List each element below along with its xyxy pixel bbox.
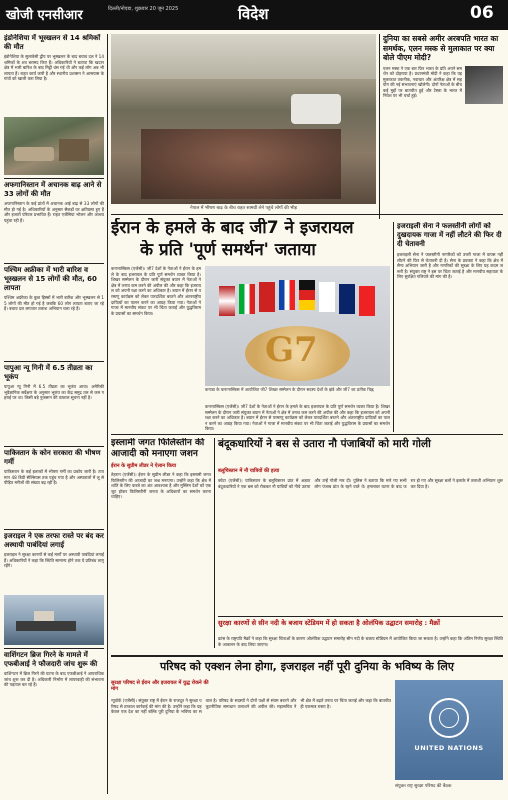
brief-body: वाशिंगटन में ब्रिज गिरने की घटना के बाद एफबीआई ने आपराधिक जांच शुरू कर दी है। अधिकारी निर्माण में लापरवाही की संभावना की पड़ताल कर रहे हैं। — [4, 671, 104, 688]
brief-body: अफगानिस्तान के कई प्रांतों में अचानक आई बाढ़ से 33 लोगों की मौत हो गई है। अधिकारियों के अनुसार सैकड़ों घर क्षतिग्रस्त हुए हैं और हजारों परिवार प्रभावित हैं। राहत एजेंसियां भोजन और आश्रय पहुंचा रही हैं। — [4, 201, 104, 223]
mid-left-body: तेहरान (एजेंसी)। ईरान के सुप्रीम लीडर ने कहा कि इस्लामी जगत फिलिस्तीन की आजादी का जश्न मनाएगा। उन्होंने कहा कि क्षेत्र में शांति के लिए कब्जे का अंत आवश्यक है और मुस्लिम देशों को एकजुट होकर फिलिस्तीनी जनता के अधिकारों का समर्थन करना चाहिए। — [111, 472, 211, 500]
side-story-body: इजराइली सेना ने फलस्तीनी नागरिकों को उत्तरी गाजा में वापस नहीं लौटने की फिर से चेतावनी दी है। सेना के प्रवक्ता ने कहा कि क्षेत्र में सैन्य अभियान जारी है और नागरिकों की सुरक्षा के लिए यह कदम जरूरी है। संयुक्त राष्ट्र ने इस पर चिंता जताई है और मानवीय सहायता के लिए सुरक्षित गलियारे की मांग की है। — [397, 252, 503, 280]
ship-photo — [4, 595, 104, 645]
right-top-story — [383, 34, 503, 219]
olympics-headline: सुरक्षा कारणों से सीन नदी के बजाय स्टेडियम में हो सकता है ओलंपिक उद्घाटन समारोह : मैक्रों — [218, 619, 440, 627]
un-label: UNITED NATIONS — [414, 744, 484, 752]
brief-body: पश्चिम अफ्रीका के कुछ हिस्सों में भारी बारिश और भूस्खलन से 15 लोगों की मौत हो गई है जबकि 60 लोग लापता बताए जा रहे हैं। बचाव दल लगातार तलाश अभियान चला रहे हैं। — [4, 295, 104, 312]
bottom-body: न्यूयॉर्क (एजेंसी)। संयुक्त राष्ट्र में ईरान के राजदूत ने सुरक्षा परिषद से तत्काल कार्रवाई की मांग की है। उन्होंने कहा कि यह केवल एक देश का नहीं बल्कि पूरी दुनिया के भविष्य का सवाल है। परिषद के सदस्यों ने दोनों पक्षों से संयम बरतने और कूटनीतिक समाधान तलाशने की अपील की। महासचिव ने भी क्षेत्र में बढ़ते तनाव पर चिंता जताई और कहा कि बातचीत ही एकमात्र रास्ता है। — [111, 698, 391, 715]
un-photo — [395, 680, 503, 780]
main-headline-line1: ईरान के हमले के बाद जी7 ने इजरायल — [111, 218, 354, 238]
main-headline-line2: के प्रति 'पूर्ण समर्थन' जताया — [140, 240, 316, 260]
brief-headline: पाकिस्तान के कोन सरकारा की भीषण गर्मी — [4, 449, 101, 466]
right-top-headline: दुनिया का सबसे अमीर अरबपति भारत का समर्थक, एलन मस्क से मुलाकात पर क्या बोले पीएम मोदी? — [383, 34, 499, 62]
main-story-body-cont: कनानास्किस (एजेंसी)। जी7 देशों के नेताओं ने ईरान के हमले के बाद इजरायल के प्रति पूर्ण समर्थन व्यक्त किया है। शिखर सम्मेलन के दौरान जारी संयुक्त बयान में नेताओं ने क्षेत्र में तनाव कम करने की अपील की और कहा कि इजरायल को अपनी रक्षा करने का अधिकार है। बयान में ईरान से परमाणु कार्यक्रम को लेकर पारदर्शिता बरतने और अंतरराष्ट्रीय दायित्वों का पालन करने का आग्रह किया गया। नेताओं ने गाजा में मानवीय संकट पर भी चिंता जताई और युद्धविराम के प्रयासों का समर्थन किया। — [205, 404, 390, 432]
brand-logo: खोजी एनसीआर — [6, 8, 83, 23]
mid-right-body: क्वेटा (एजेंसी)। पाकिस्तान के बलूचिस्तान प्रांत में अज्ञात बंदूकधारियों ने एक बस को रोककर नौ यात्रियों को नीचे उतारा और उन्हें गोली मार दी। पुलिस ने बताया कि मारे गए सभी लोग पंजाब प्रांत के रहने वाले थे। हमलावर घटना के बाद फरार हो गए और सुरक्षा बलों ने इलाके में तलाशी अभियान शुरू कर दिया है। — [218, 478, 503, 489]
mid-right-subhead: बलूचिस्तान में नौ यात्रियों की हत्या — [218, 468, 280, 474]
bottom-subhead: सुरक्षा परिषद से ईरान और इजरायल में युद्ध रोकने की मांग — [111, 680, 209, 692]
mid-left-headline: इस्लामी जगत फिलिस्तीन की आजादी को मनाएगा जशन — [111, 438, 205, 459]
brief-headline: वाशिंगटन ब्रिज गिरने के मामले में एफबीआई ने फौजदारी जांच शुरू की — [4, 651, 98, 668]
side-story — [397, 222, 503, 432]
crowd-photo — [111, 34, 376, 204]
brief-headline: अफगानिस्तान में अचानक बाढ़ आने से 33 लोगों की मौत — [4, 181, 102, 198]
section-title: विदेश — [238, 5, 269, 23]
brief-body: पापुआ न्यू गिनी में 6.5 तीव्रता का भूकंप आया। अमेरिकी भूवैज्ञानिक सर्वेक्षण के अनुसार भूकंप का केंद्र समुद्र तल से कम गहराई पर था। किसी बड़े नुकसान की तत्काल सूचना नहीं है। — [4, 384, 104, 401]
photo-caption: नेपाल में भीषण बाढ़ के बीच राहत सामग्री लेने पहुंचे लोगों की भीड़ — [190, 206, 297, 211]
brief-body: इंडोनेशिया के सुलावेसी द्वीप पर भूस्खलन के बाद बचाव दल ने 14 श्रमिकों के शव बरामद किए हैं। अधिकारियों ने बताया कि खदान क्षेत्र में भारी बारिश के बाद मिट्टी धंस गई थी और कई लोग अब भी लापता हैं। राहत कार्य जारी है और स्थानीय प्रशासन ने आसपास के गांवों को खाली करा लिया है। — [4, 54, 104, 82]
brief-headline: इजराइल ने एक तरफा रास्ते पर बंद कर अस्थायी पाबंदियां लगाई — [4, 532, 104, 549]
g7-photo-caption: कनाडा के कनानास्किस में आयोजित जी7 शिखर सम्मेलन के दौरान सदस्य देशों के झंडे और जी7 का प्रतीक चिह्न — [205, 387, 374, 392]
olympics-body: फ्रांस के राष्ट्रपति मैक्रों ने कहा कि सुरक्षा चिंताओं के कारण ओलंपिक उद्घाटन समारोह सीन नदी के बजाय स्टेडियम में आयोजित किया जा सकता है। उन्होंने कहा कि अंतिम निर्णय सुरक्षा स्थिति के आकलन के बाद लिया जाएगा। — [218, 636, 503, 647]
mid-left-story — [111, 438, 211, 648]
side-story-headline: इजराइली सेना ने फलस्तीनी लोगों को दुखदायक गाजा में नहीं लौटने की फिर दी दी चेतावनी — [397, 222, 502, 248]
brief-headline: इंडोनेशिया में भूस्खलन से 14 श्रमिकों की मौत — [4, 34, 101, 51]
mid-left-subhead: ईरान के सुप्रीम लीडर ने ऐलान किया — [111, 463, 177, 469]
bottom-headline: परिषद को एक्शन लेना होगा, इजराइल नहीं पूरी दुनिया के भविष्य के लिए — [160, 660, 454, 673]
page-number: 06 — [470, 3, 494, 23]
g7-logo-text: G7 — [265, 330, 318, 370]
un-photo-caption: संयुक्त राष्ट्र सुरक्षा परिषद की बैठक — [395, 784, 452, 789]
main-story-body: कनानास्किस (एजेंसी)। जी7 देशों के नेताओं ने ईरान के हमले के बाद इजरायल के प्रति पूर्ण समर्थन व्यक्त किया है। शिखर सम्मेलन के दौरान जारी संयुक्त बयान में नेताओं ने क्षेत्र में तनाव कम करने की अपील की और कहा कि इजरायल को अपनी रक्षा करने का अधिकार है। बयान में ईरान से परमाणु कार्यक्रम को लेकर पारदर्शिता बरतने और अंतरराष्ट्रीय दायित्वों का पालन करने का आग्रह किया गया। नेताओं ने गाजा में मानवीय संकट पर भी चिंता जताई और युद्धविराम के प्रयासों का समर्थन किया। — [111, 266, 201, 316]
brief-headline: पापुआ न्यू गिनी में 6.5 तीव्रता का भूकंप — [4, 364, 93, 381]
right-top-body: एलन मस्क ने एक बार फिर भारत के प्रति अपने समर्थन को दोहराया है। प्रधानमंत्री मोदी ने कहा कि यह मुलाकात तकनीक, नवाचार और अंतरिक्ष क्षेत्र में सहयोग की नई संभावनाएं खोलेगी। दोनों नेताओं के बीच कई मुद्दों पर बातचीत हुई और टेस्ला के भारत में निवेश पर भी चर्चा हुई। — [383, 65, 462, 99]
musk-photo — [465, 66, 503, 104]
left-column — [4, 34, 104, 794]
date-line: दिल्ली/नोएडा, शुक्रवार 20 जून 2025 — [108, 6, 179, 12]
landslide-photo — [4, 117, 104, 175]
mid-right-headline: बंदूकधारियों ने बस से उतारा नौ पंजाबियों को मारी गोली — [218, 438, 431, 450]
brief-body: पाकिस्तान के कई इलाकों में भीषण गर्मी का प्रकोप जारी है। तापमान 48 डिग्री सेल्सियस तक पहुंच गया है और अस्पतालों में लू से पीड़ित मरीजों की संख्या बढ़ रही है। — [4, 469, 104, 486]
brief-body: इजराइल ने सुरक्षा कारणों से कई मार्गों पर अस्थायी पाबंदियां लगाई हैं। अधिकारियों ने कहा कि स्थिति सामान्य होने तक ये प्रतिबंध लागू रहेंगे। — [4, 552, 104, 569]
brief-headline: पश्चिम अफ्रीका में भारी बारिश व भूस्खलन से 15 लोगों की मौत, 60 लापता — [4, 266, 97, 292]
